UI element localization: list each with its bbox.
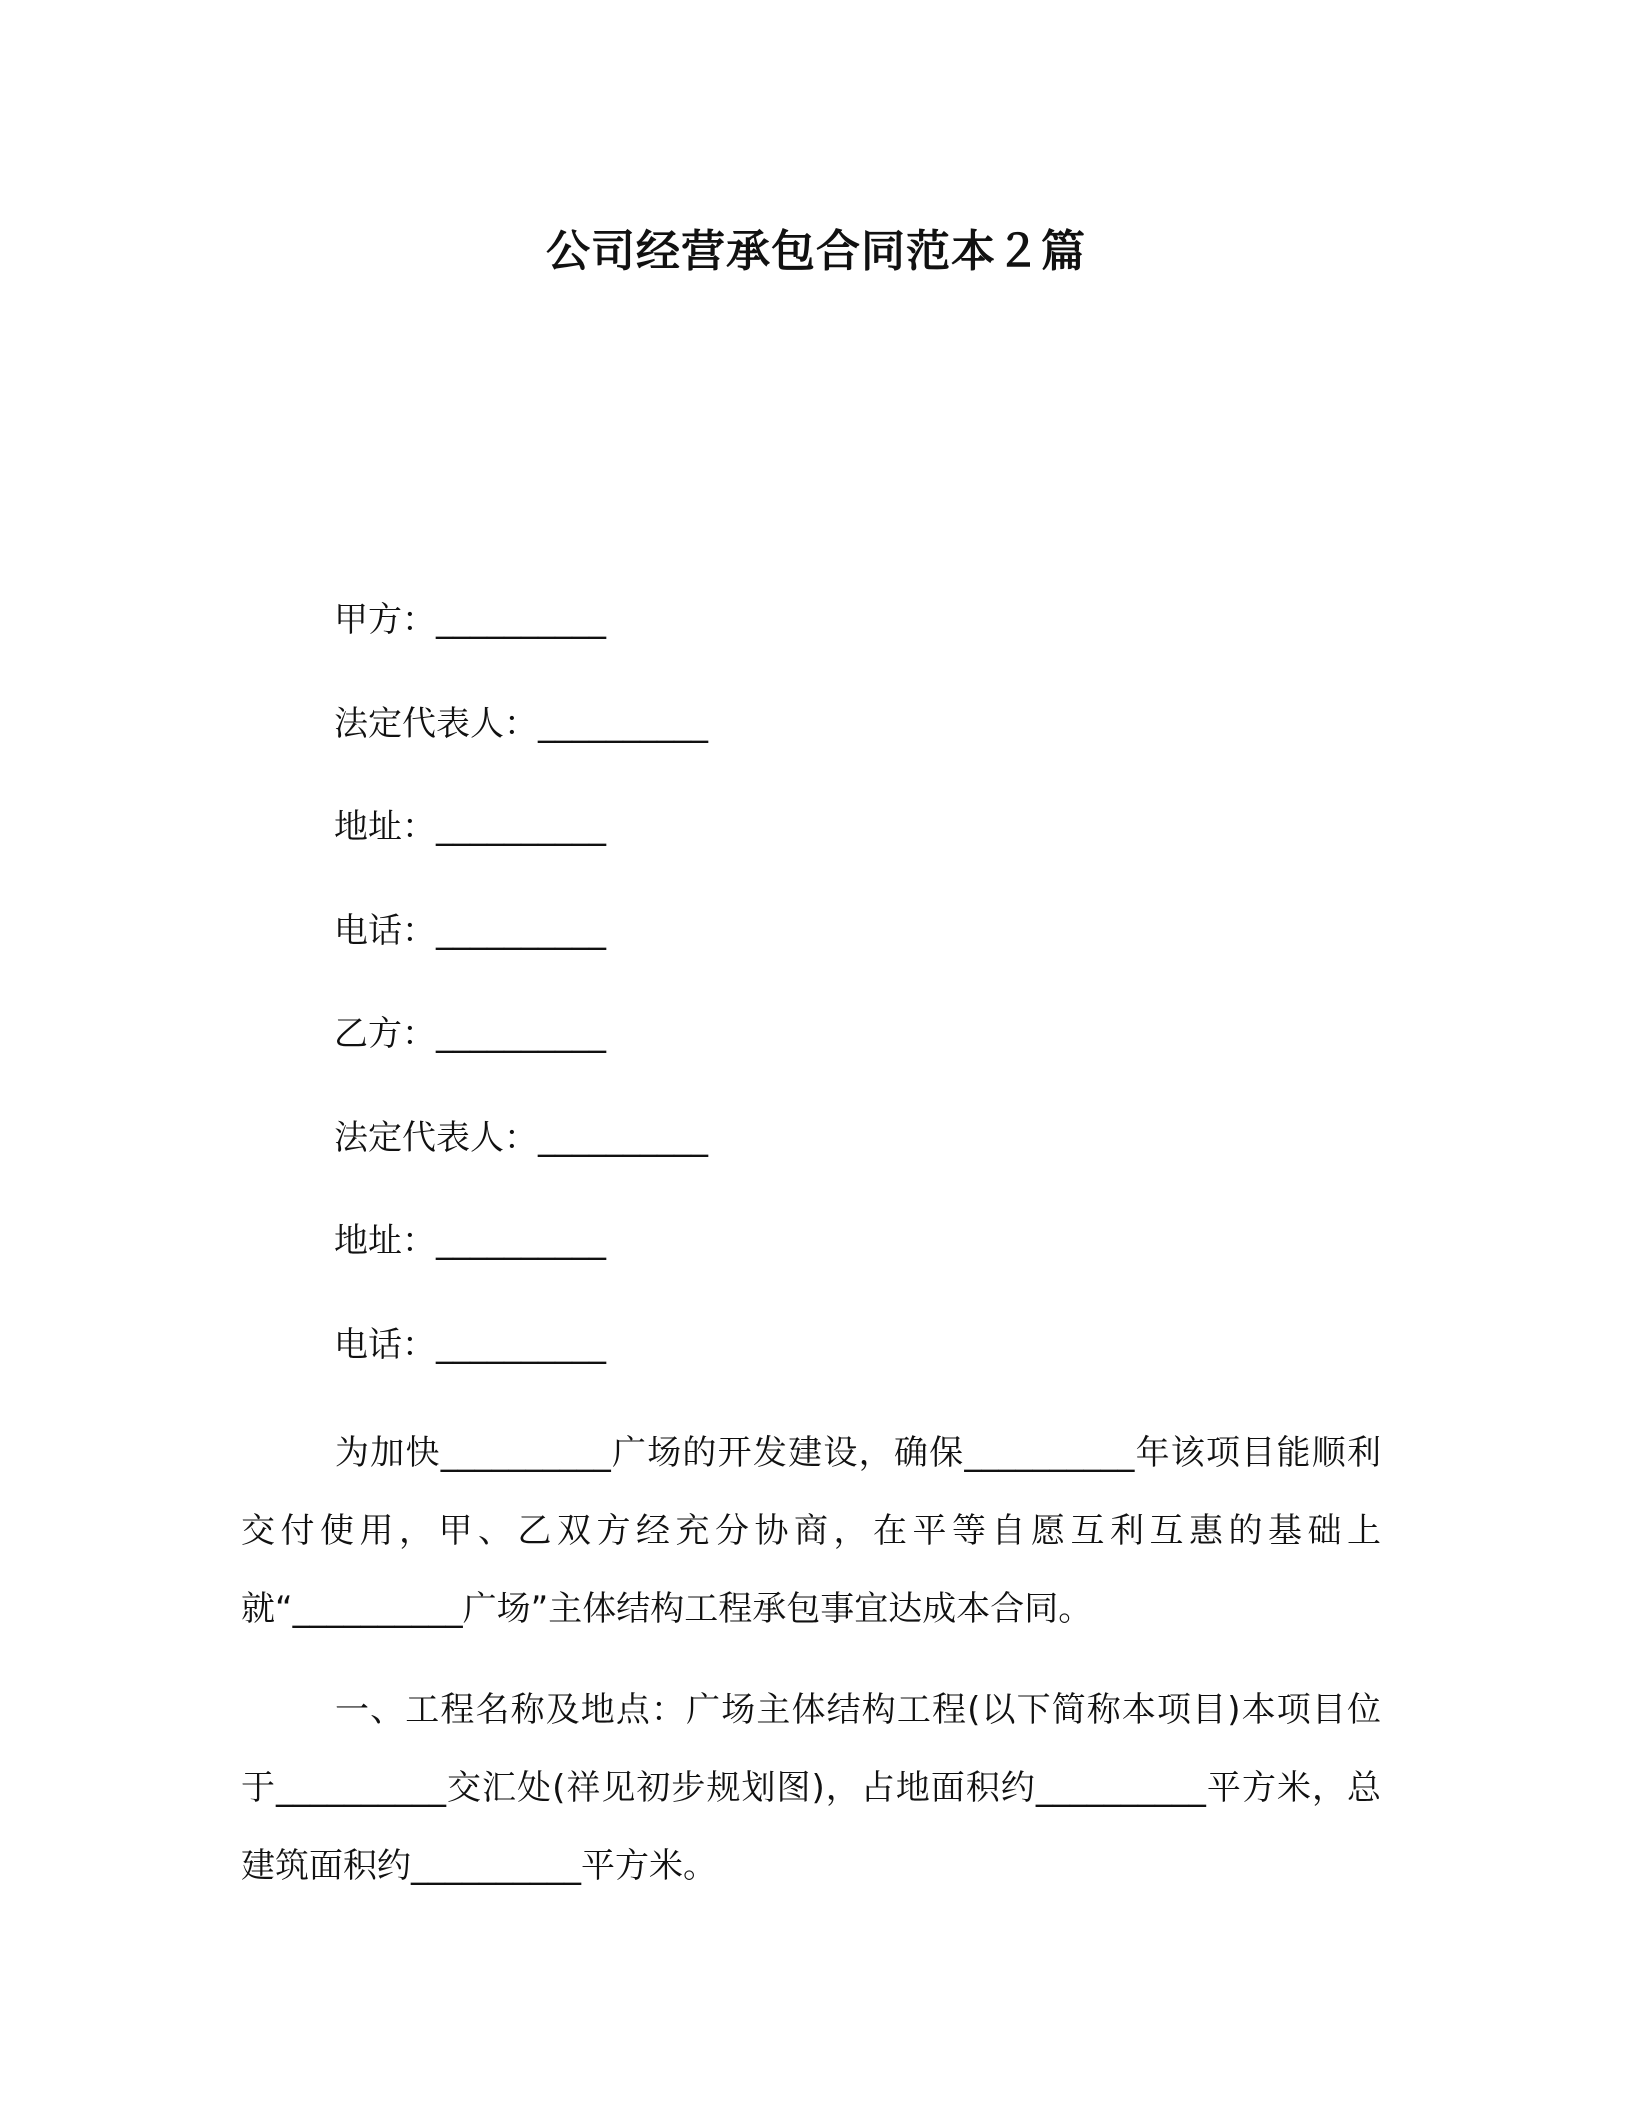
preamble-paragraph: 为加快__________广场的开发建设，确保__________年该项目能顺利交付使用，甲、乙双方经充分协商，在平等自愿互利互惠的基础上就“__________广场”主体结构工程承包事宜达成本合同。 [241,1433,1381,1629]
party-a-representative-field [334,700,708,748]
field-label: 法定代表人： [334,1118,538,1158]
clause-1-paragraph: 一、工程名称及地点：广场主体结构工程(以下简称本项目)本项目位于__________交汇处(祥见初步规划图)，占地面积约__________平方米，总建筑面积约__________平方米。 [241,1690,1381,1886]
field-label: 电话： [334,1325,436,1365]
field-label: 电话： [334,911,436,951]
document-title: 公司经营承包合同范本２篇 [546,226,1086,277]
field-blank: __________ [436,911,606,951]
field-label: 地址： [334,807,436,847]
field-blank: __________ [538,704,708,744]
party-b-address-field [334,1217,606,1265]
party-a-address-field [334,803,606,851]
party-a-name-field [334,596,606,644]
field-blank: __________ [436,600,606,640]
party-b-phone-field [334,1321,606,1369]
party-a-phone-field [334,907,606,955]
field-blank: __________ [436,1325,606,1365]
party-b-name-field [334,1010,606,1058]
field-blank: __________ [436,1014,606,1054]
field-label: 甲方： [334,600,436,640]
field-blank: __________ [436,807,606,847]
field-blank: __________ [436,1221,606,1261]
field-blank: __________ [538,1118,708,1158]
field-label: 地址： [334,1221,436,1261]
field-label: 法定代表人： [334,704,538,744]
party-b-representative-field [334,1114,708,1162]
field-label: 乙方： [334,1014,436,1054]
